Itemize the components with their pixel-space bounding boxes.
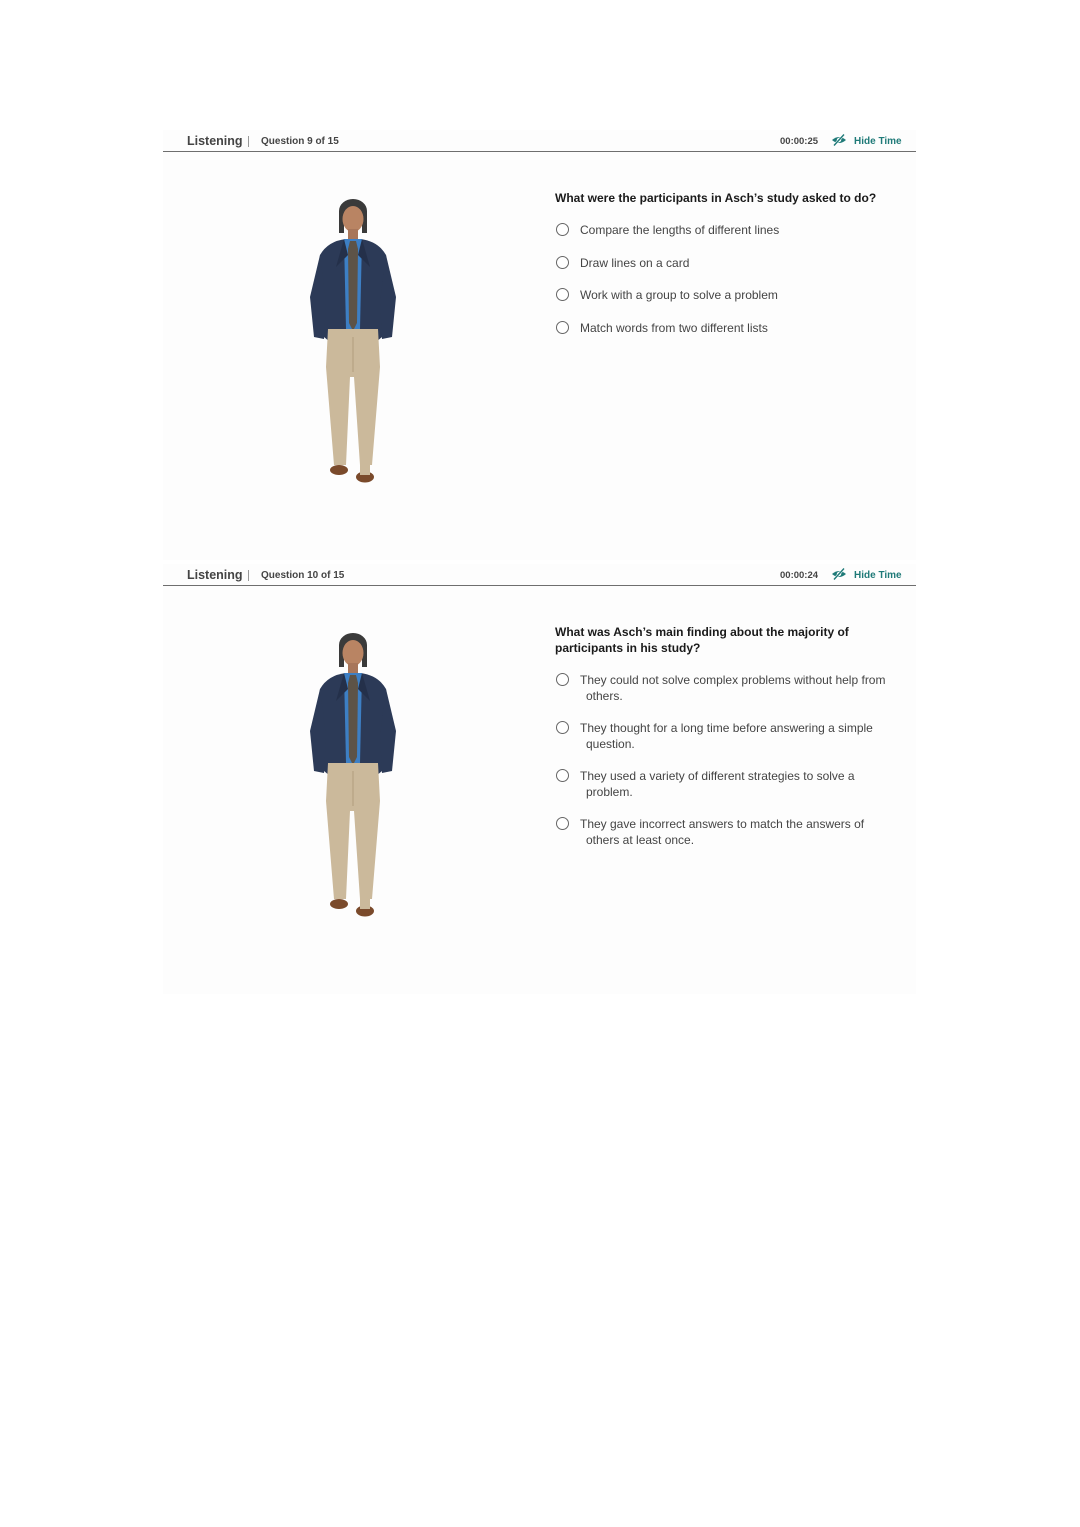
radio-button[interactable] (556, 817, 569, 830)
eye-slash-icon[interactable] (831, 567, 847, 581)
timer-readout: 00:00:25 (780, 136, 819, 147)
radio-button[interactable] (556, 321, 569, 334)
answer-option-label: They could not solve complex problems without help from others. (580, 673, 886, 703)
radio-button[interactable] (556, 288, 569, 301)
question-text: What was Asch’s main finding about the majority of participants in his study? (555, 625, 849, 655)
answer-option-label: They gave incorrect answers to match the answers of others at least once. (580, 817, 865, 847)
speaker-person-image (298, 631, 408, 931)
section-title: Listening (187, 568, 243, 582)
question-screen-10 (163, 564, 916, 994)
answer-option-label: Draw lines on a card (580, 256, 690, 270)
eye-slash-icon[interactable] (831, 133, 847, 147)
radio-button[interactable] (556, 256, 569, 269)
answer-option-label: Compare the lengths of different lines (580, 223, 780, 237)
answer-option-label: They thought for a long time before answering a simple question. (580, 721, 873, 751)
header-divider (248, 136, 249, 147)
question-counter: Question 9 of 15 (261, 136, 339, 147)
question-text: What were the participants in Asch’s study asked to do? (555, 191, 877, 205)
radio-button[interactable] (556, 769, 569, 782)
question-counter: Question 10 of 15 (261, 570, 345, 581)
section-title: Listening (187, 134, 243, 148)
question-screen-9 (163, 130, 916, 560)
header-divider (248, 570, 249, 581)
hide-time-button[interactable]: Hide Time (854, 136, 902, 147)
header-bar (163, 130, 916, 152)
timer-readout: 00:00:24 (780, 570, 819, 581)
radio-button[interactable] (556, 721, 569, 734)
header-bar (163, 564, 916, 586)
radio-button[interactable] (556, 223, 569, 236)
radio-button[interactable] (556, 673, 569, 686)
speaker-person-image (298, 197, 408, 497)
hide-time-button[interactable]: Hide Time (854, 570, 902, 581)
answer-option-label: They used a variety of different strategies to solve a problem. (580, 769, 855, 799)
answer-option-label: Work with a group to solve a problem (580, 288, 778, 302)
answer-option-label: Match words from two different lists (580, 321, 768, 335)
